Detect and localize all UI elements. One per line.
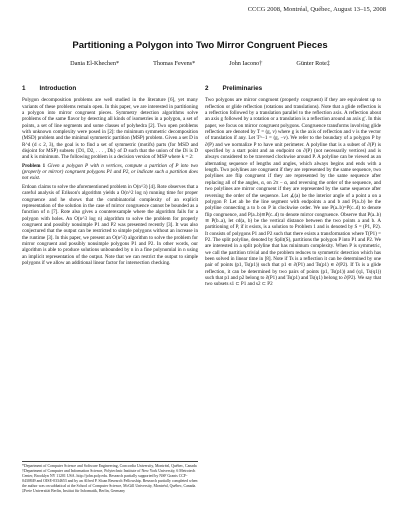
section-heading-introduction bbox=[22, 86, 198, 92]
prelim-paragraph-1: Two polygons are mirror congruent (properly congruent) if they are equivalent up to reflection or glide reflection (rotations and translations). Note that a glide reflection is a reflection followed by a translation parallel to the reflection axis. A reflection about an axis g followed by a rotation or a translation is a reflection around an axis g′. In this paper, we focus on mirror congruent polygons. Congruence transforms involving glide reflection are denoted by T = (g, v) where g is the axis of reflection and v is the vector of translation if any. Let T^−1 = (g, −v). We refer to the boundary of a polygon P by ∂(P) and we normalize P to have unit perimeter. A polyline that is a subset of ∂(P) is specified by a start point and an endpoint on ∂(P) (not necessarily vertices) and is always considered to be traversed clockwise around P. A polyline can be viewed as an alternating sequence of lengths and angles, which always begins and ends with a length. Two polylines are congruent if they are represented by the same sequence, two polylines are flip congruent if they are represented by the same sequence after replacing all of the angles, α, on 2π − α, and reversing the order of the sequence, and two polylines are mirror congruent if they are represented by the same sequence after reversing the order of the sequence. Let ∡(a) be the interior angle of a point a on a polygon P. Let ab be the line segment with endpoints a and b and P(a..b) be the polyline connecting a to b on P in clockwise order. We use P(a..b)=P(c..d) to denote flip congruence, and P(a..b)≅P(c..d) to denote mirror congruence. Observe that P(a..b) ≅ P(b..a), let cd(a, b) be the vertical distance between the two points a and b. A partitioning of P, if it exists, is a solution to Problem 1 and is denoted by S = (P1, P2). It consists of polygons P1 and P2 such that there exists a transformation where T(P1) = P2. The split polyline, denoted by Split(S), partitions the polygon P into P1 and P2. We are interested in a split polyline that has minimum complexity. When P is symmetric, we call the partition trivial and the problem reduces to symmetric detection which has been solved in linear time in [8]. Note if Ts is a reflection it can be determined by one pair of points (p1, Ts(p1)) such that p1 ∈ ∂(P1) and Ts(p1) ∈ ∂(P2). If Ts is a glide reflection, it can be determined by two pairs of points (p1, Ts(p1)) and (q1, Ts(q1)) such that p1 and p2 belong to ∂(P1) and Ts(p1) and Ts(q1) belong to ∂(P2). We say that two subsets s1 ⊂ P1 and s2 ⊂ P2 bbox=[205, 97, 382, 288]
footnote-1: *Department of Computer Science and Software Engineering, Concordia University, Montréal, Québec, Canada bbox=[22, 464, 197, 468]
footnote-2: †Department of Computer and Information Science, Polytechnic Institute of New York University, 6 Metrotech Center, Brooklyn NY 11201 USA. http://john.poly.edu. Research partially supported by NSF Grants CCF-0430849 and OISE-0334653 and by an Alfred P. Sloan Research Fellowship. Research partially completed when the author was on sabbatical at the School of Computer Science, McGill University, Montréal, Québec, Canada. bbox=[22, 469, 198, 488]
right-column bbox=[205, 86, 381, 290]
section-heading-preliminaries bbox=[205, 86, 381, 92]
footnotes bbox=[22, 461, 198, 494]
footnote-3: ‡Freie Universität Berlin, Institut für Informatik, Berlin, Germany bbox=[22, 489, 126, 493]
section-number: 1 bbox=[22, 85, 26, 92]
intro-paragraph-1: Polygon decomposition problems are well studied in the literature [6], yet many variants of these problems remain open. In this paper, we are interested in partitioning a polygon into mirror congruent pieces. Symmetry detection algorithms solve problems of the same flavor by detecting all kinds of isometries in a polygon, a set of points, a set of line segments and some classes of polyhedra [2]. Two open problems with unknown complexity were posed in [2]: the minimum symmetric decomposition (MSD) problem and the minimal symmetric partition (MSP) problem. Given a set D in R^d (d ≤ 2, 3), the goal is to find a set of symmetric (motifs) parts (for MSD and disjoint for MSP) subsets {D1, D2, . . . , Dk} of D such that the union of the Di is D and k is minimum. The following problem is a decision version of MSP where k = 2: bbox=[22, 97, 198, 161]
problem-text: Given a polygon P with n vertices, compute a partition of P into two (properly or mirror) congruent polygons P1 and P2, or indicate such a partition does not exist. bbox=[22, 162, 198, 182]
running-head: CCCG 2008, Montréal, Québec, August 13–15, 2008 bbox=[247, 6, 386, 13]
author-1: Dania El-Khechen* bbox=[70, 60, 120, 67]
problem-statement bbox=[22, 163, 198, 182]
paper-title: Partitioning a Polygon into Two Mirror Congruent Pieces bbox=[72, 40, 328, 51]
author-4: Günter Rote‡ bbox=[296, 60, 330, 67]
section-title: Introduction bbox=[39, 85, 77, 92]
section-number: 2 bbox=[205, 85, 209, 92]
section-title: Preliminaries bbox=[222, 85, 263, 92]
intro-paragraph-2: Erdoan claims to solve the aforementioned problem in O(n^3) [4]. Rote observes that a careful analysis of Erikson's algorithm yields a O(n^2 log n) running time for proper congruence and he shows that the combinatorial complexity of an explicit representation of the solution in the case of mirror congruence cannot be bounded as a function of n [7]. Rote also gives a counterexample where the algorithm fails for a polygon with holes. An O(n^3 log n) algorithm to solve the problem for properly congruent and possibly nonsimple P1 and P2 was presented recently [3]. It was also conjectured that the output can be restricted to simple polygons without an increase in the runtime [3]. In this paper, we present an O(n^3) algorithm to solve the problem for mirror congruent and possibly nonsimple polygons P1 and P2. In other words, our algorithm is able to produce solutions unbounded by n in a fine polynomial in n using an implicit representation of the output. Note that we can restrict the output to simple polygons if we allow an additional linear factor for intersection checking. bbox=[22, 183, 198, 266]
problem-label: Problem 1 bbox=[22, 162, 46, 169]
author-list bbox=[0, 60, 400, 67]
left-column bbox=[22, 86, 198, 268]
author-2: Thomas Fevens* bbox=[153, 60, 196, 67]
author-3: John Iacono† bbox=[229, 60, 263, 67]
